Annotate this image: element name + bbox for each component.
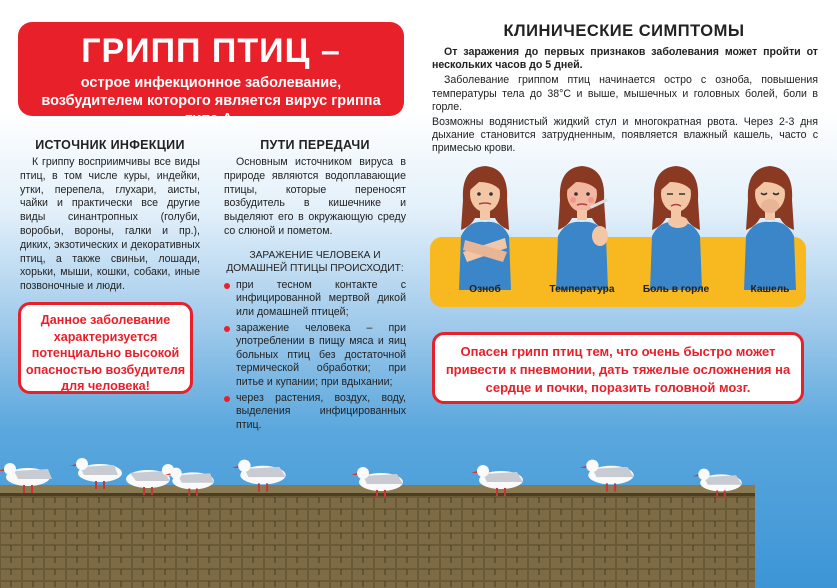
symptom-label-chills: Озноб bbox=[469, 284, 501, 295]
infection-ways-title: ЗАРАЖЕНИЕ ЧЕЛОВЕКА И ДОМАШНЕЙ ПТИЦЫ ПРОИСХОДИТ: bbox=[226, 249, 404, 274]
bullet-icon bbox=[224, 326, 230, 332]
list-item: заражение человека – при употреблении в пищу мяса и яиц больных птиц без достаточной термической обработки; при питье и купании; при вдыхании; bbox=[224, 322, 406, 390]
infection-ways-list bbox=[224, 279, 406, 433]
danger-warning-box: Данное заболевание характеризуется потенциально высокой опасностью возбудителя для человека! bbox=[18, 302, 193, 394]
seagull-illustration bbox=[470, 458, 532, 496]
symptoms-incubation: От заражения до первых признаков заболевания может пройти от нескольких часов до 5 дней. bbox=[432, 46, 818, 72]
complications-warning-box: Опасен грипп птиц тем, что очень быстро может привести к пневмонии, дать тяжелые осложнения на сердце и почки, поразить головной мозг. bbox=[432, 332, 804, 404]
symptoms-heading: КЛИНИЧЕСКИЕ СИМПТОМЫ bbox=[503, 22, 745, 40]
transmission-text: Основным источником вируса в природе являются водоплавающие птицы, которые переносят возбудитель в кишечнике и выделяют его в окружающую среду со слюной и пометом. bbox=[224, 156, 406, 237]
seagull-illustration bbox=[0, 455, 60, 493]
seagull-illustration bbox=[350, 460, 412, 498]
source-heading: ИСТОЧНИК ИНФЕКЦИИ bbox=[35, 138, 185, 152]
seagull-illustration bbox=[580, 452, 642, 492]
page-subtitle: острое инфекционное заболевание, возбудителем которого является вирус гриппа типа А. bbox=[41, 75, 381, 127]
roof-illustration bbox=[0, 485, 755, 588]
symptom-label-sore-throat: Боль в горле bbox=[642, 284, 710, 295]
symptoms-onset: Заболевание гриппом птиц начинается остро с озноба, повышения температуры тела до 38°С и выше, мышечных и головных болей, боли в горле. bbox=[432, 74, 818, 113]
bullet-icon bbox=[224, 396, 230, 402]
list-item: через растения, воздух, воду, выделения инфицированных птиц. bbox=[224, 392, 406, 433]
temperature-illustration bbox=[546, 160, 618, 290]
sore-throat-illustration bbox=[640, 160, 712, 290]
seagull-illustration bbox=[690, 462, 752, 498]
transmission-heading: ПУТИ ПЕРЕДАЧИ bbox=[260, 138, 370, 152]
source-text: К гриппу восприимчивы все виды птиц, в том числе куры, индейки, утки, перепела, глухари, аисты, чайки и практически все другие виды синантропных (голуби, воробьи, вороны, галки и пр.), диких, экзотических и декоративных птиц, а также свиньи, лошади, хорьки, мыши, кошки, собаки, иные позвоночные и люди. bbox=[20, 156, 200, 293]
list-item: при тесном контакте с инфицированной мертвой дикой или домашней птицей; bbox=[224, 279, 406, 320]
chills-illustration bbox=[449, 160, 521, 290]
source-section bbox=[20, 138, 200, 294]
symptoms-progression: Возможны водянистый жидкий стул и многократная рвота. Через 2-3 дня дыхание становится затрудненным, появляется влажный кашель, часто с примесью крови. bbox=[432, 116, 818, 155]
seagull-illustration bbox=[165, 460, 225, 496]
symptom-label-temperature: Температура bbox=[549, 284, 615, 295]
page-title: ГРИПП ПТИЦ – bbox=[81, 32, 341, 70]
seagull-illustration bbox=[232, 452, 294, 492]
transmission-section bbox=[224, 138, 406, 434]
symptoms-text bbox=[432, 46, 818, 158]
bullet-icon bbox=[224, 283, 230, 289]
cough-illustration bbox=[734, 160, 806, 290]
symptom-label-cough: Кашель bbox=[750, 284, 790, 295]
title-banner bbox=[18, 22, 404, 127]
seagull-illustration bbox=[68, 450, 128, 490]
